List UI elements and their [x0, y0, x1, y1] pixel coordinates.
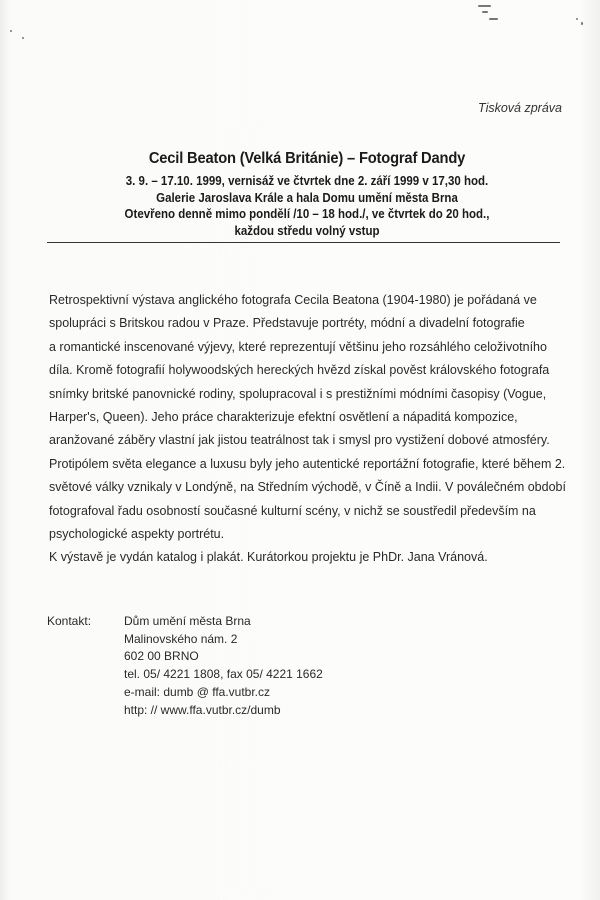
- body-line: Protipólem světa elegance a luxusu byly jeho autentické reportážní fotografie, které během 2.: [49, 456, 566, 471]
- contact-website: http: // www.ffa.vutbr.cz/dumb: [124, 702, 281, 717]
- contact-city: 602 00 BRNO: [124, 649, 199, 664]
- subtitle-line: Otevřeno denně mimo pondělí /10 – 18 hod./, ve čtvrtek do 20 hod.,: [124, 207, 490, 221]
- contact-label: Kontakt:: [47, 614, 92, 628]
- contact-details: [124, 613, 323, 719]
- document-type-label: Tisková zpráva: [478, 101, 562, 115]
- subtitle-line: Galerie Jaroslava Krále a hala Domu umění města Brna: [156, 190, 458, 205]
- body-line: snímky britské panovnické rodiny, spolupracoval i s prestižními módními časopisy (Vogue,: [49, 386, 547, 401]
- body-paragraph: [49, 289, 566, 570]
- contact-organization: Dům umění města Brna: [124, 614, 251, 628]
- body-line: fotografoval řadu osobností současné kulturní scény, v nichž se soustředil především na: [49, 503, 536, 518]
- body-line: K výstavě je vydán katalog i plakát. Kurátorkou projektu je PhDr. Jana Vránová.: [49, 550, 488, 565]
- contact-email: e-mail: dumb @ ffa.vutbr.cz: [124, 684, 271, 699]
- scan-speck: [22, 37, 24, 39]
- body-line: díla. Kromě fotografií holywoodských hereckých hvězd získal pověst královského fotografa: [49, 363, 550, 378]
- body-line: Retrospektivní výstava anglického fotografa Cecila Beatona (1904-1980) je pořádaná ve: [49, 293, 537, 307]
- scan-speck: [489, 18, 498, 20]
- body-line: aranžované záběry vlastní jak jistou teatrálnost tak i smysl pro vystižení dobové atmosféry.: [49, 433, 550, 448]
- body-line: psychologické aspekty portrétu.: [49, 527, 225, 542]
- subtitle-line: 3. 9. – 17.10. 1999, vernisáž ve čtvrtek dne 2. září 1999 v 17,30 hod.: [125, 174, 489, 188]
- body-line: spolupráci s Britskou radou v Praze. Představuje portréty, módní a divadelní fotografie: [49, 316, 525, 331]
- body-line: Harper's, Queen). Jeho práce charakterizuje efektní osvětlení a nápaditá kompozice,: [49, 410, 518, 425]
- scan-speck: [482, 11, 488, 13]
- contact-street: Malinovského nám. 2: [124, 631, 238, 646]
- body-line: světové války vznikaly v Londýně, na Středním východě, v Číně a Indii. V poválečném období: [49, 480, 566, 495]
- scan-speck: [576, 18, 578, 20]
- header-divider: [47, 242, 560, 243]
- scan-speck: [581, 22, 583, 25]
- scan-speck: [478, 5, 491, 7]
- subtitle-line: každou středu volný vstup: [234, 223, 380, 238]
- press-release-header: [60, 150, 554, 239]
- document-title: Cecil Beaton (Velká Británie) – Fotograf Dandy: [148, 150, 466, 167]
- body-line: a romantické inscenované výjevy, které reprezentují většinu jeho rozsáhlého celoživotního: [49, 339, 547, 354]
- scan-speck: [10, 30, 12, 32]
- contact-phone-fax: tel. 05/ 4221 1808, fax 05/ 4221 1662: [124, 667, 323, 682]
